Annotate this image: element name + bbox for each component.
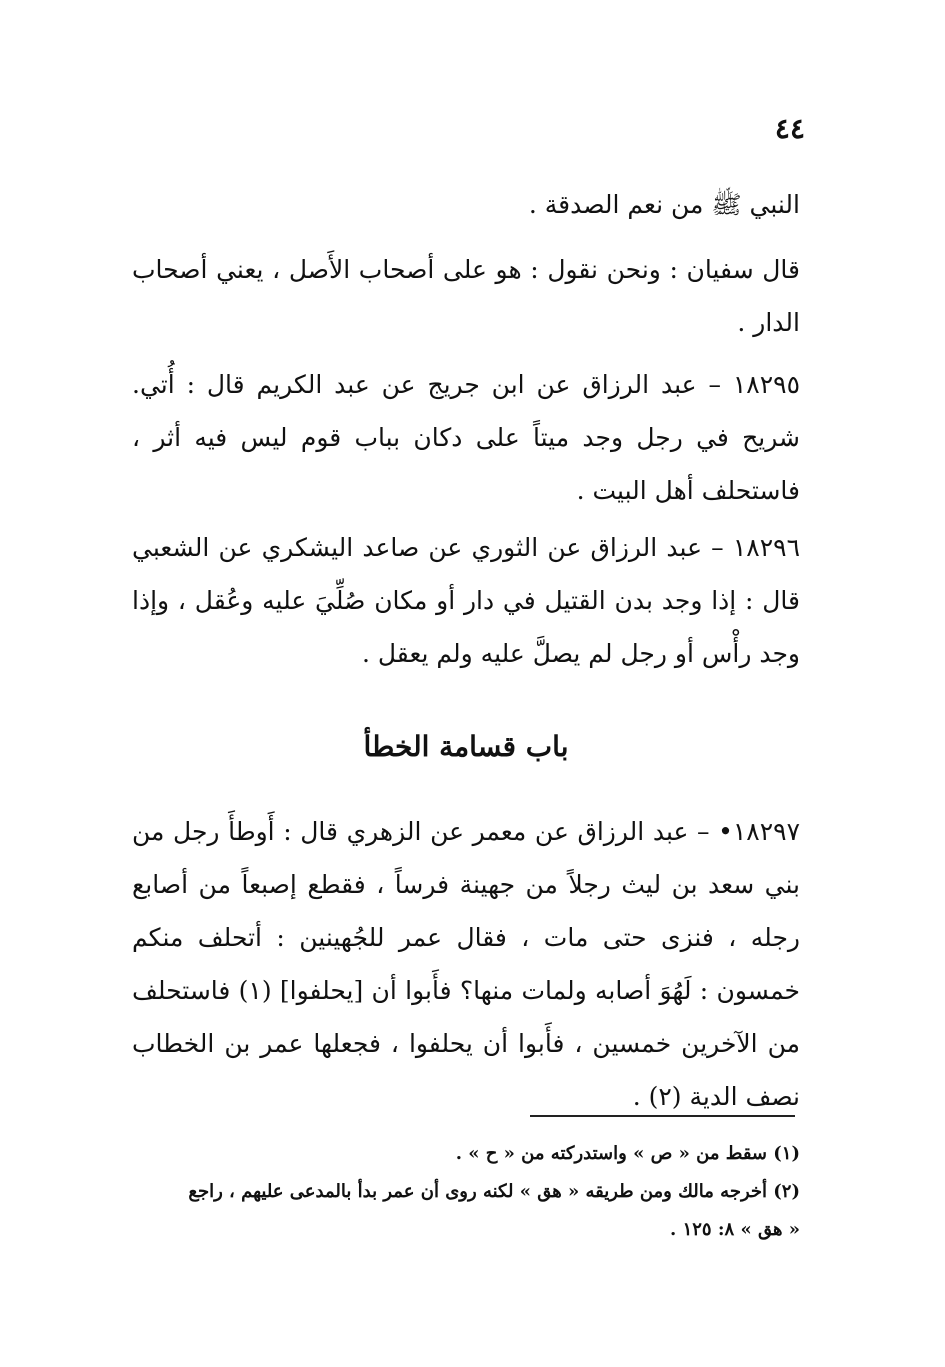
footnotes xyxy=(132,1135,800,1249)
footnote-1: (١) سقط من « ص » واستدركته من « ح » . xyxy=(455,1143,800,1164)
page-number: ٤٤ xyxy=(774,112,805,145)
footnote-2-line-1: (٢) أخرجه مالك ومن طريقه « هق » لكنه روى أن عمر بدأ بالمدعى عليهم ، راجع xyxy=(188,1181,800,1202)
hadith-18296: ١٨٢٩٦ – عبد الرزاق عن الثوري عن صاعد اليشكري عن الشعبي قال : إذا وجد بدن القتيل في دار أو مكان صُلِّيَ عليه وعُقل ، وإذا وجد رأْس أو رجل لم يصلَّ عليه ولم يعقل . xyxy=(132,533,800,668)
footnote-divider xyxy=(530,1115,795,1117)
footnote-2-line-2: « هق » ٨: ١٢٥ . xyxy=(670,1219,800,1240)
chapter-heading: باب قسامة الخطأ xyxy=(363,730,569,763)
paragraph-continuation: النبي ﷺ من نعم الصدقة . xyxy=(528,190,800,219)
hadith-18297: ١٨٢٩٧• – عبد الرزاق عن معمر عن الزهري قال : أَوطأَ رجل من بني سعد بن ليث رجلاً من جهينة فرساً ، فقطع إصبعاً من أصابع رجله ، فنزى حتى مات ، فقال عمر للجُهينين : أتحلف منكم خمسون : لَهُوَ أصابه ولمات منها؟ فأَبوا أن [يحلفوا] (١) فاستحلف من الآخرين خمسين ، فأَبوا أن يحلفوا ، فجعلها عمر بن الخطاب نصف الدية (٢) . xyxy=(132,817,801,1111)
hadith-18295: ١٨٢٩٥ – عبد الرزاق عن ابن جريج عن عبد الكريم قال : أُتي. شريح في رجل وجد ميتاً على دكان بباب قوم ليس فيه أثر ، فاستحلف أهل البيت . xyxy=(132,370,800,505)
paragraph-sufyan: قال سفيان : ونحن نقول : هو على أصحاب الأَصل ، يعني أصحاب الدار . xyxy=(132,255,800,337)
